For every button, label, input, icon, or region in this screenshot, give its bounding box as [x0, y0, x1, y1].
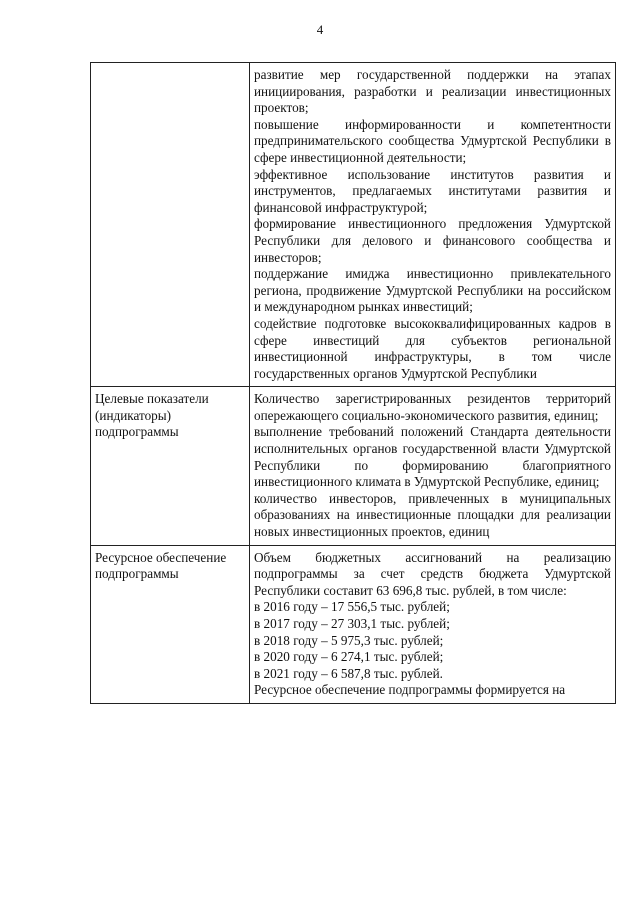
resource-item: в 2016 году – 17 556,5 тыс. рублей;	[254, 599, 450, 615]
task-item: развитие мер государственной поддержки на этапах инициирования, разработки и реализации инвестиционных проектов;	[254, 67, 611, 116]
row-label	[91, 63, 250, 387]
resource-item: в 2021 году – 6 587,8 тыс. рублей.	[254, 665, 443, 681]
resource-item: Объем бюджетных ассигнований на реализацию подпрограммы за счет средств бюджета Удмуртской Республики составит 63 696,8 тыс. рублей, в том числе:	[254, 549, 611, 598]
page-number: 4	[316, 22, 324, 37]
subprogram-passport-table	[90, 62, 616, 704]
row-content	[250, 387, 616, 545]
row-content	[250, 63, 616, 387]
row-content	[250, 545, 616, 703]
task-item: содействие подготовке высококвалифицированных кадров в сфере инвестиций для субъектов региональной инвестиционной инфраструктуры, в том числе государственных органов Удмуртской Республики	[254, 315, 611, 381]
resource-item: Ресурсное обеспечение подпрограммы формируется на	[254, 682, 566, 698]
task-item: поддержание имиджа инвестиционно привлекательного региона, продвижение Удмуртской Республики на российском и международном рынках инвестиций;	[254, 266, 611, 315]
resource-item: в 2017 году – 27 303,1 тыс. рублей;	[254, 616, 450, 631]
task-item: формирование инвестиционного предложения Удмуртской Республики для делового и финансового сообщества и инвесторов;	[254, 216, 611, 265]
table-row-tasks	[91, 63, 616, 387]
resource-item: в 2018 году – 5 975,3 тыс. рублей;	[254, 632, 444, 648]
indicator-item: выполнение требований положений Стандарта деятельности исполнительных органов государственной власти Удмуртской Республики по формированию благоприятного инвестиционного климата в Удмуртской Республике, единиц;	[254, 424, 611, 490]
resource-item: в 2020 году – 6 274,1 тыс. рублей;	[254, 649, 444, 665]
task-item: эффективное использование институтов развития и инструментов, предлагаемых институтами развития и финансовой инфраструктурой;	[254, 166, 611, 215]
table-row-indicators	[91, 387, 616, 545]
row-label: Ресурсное обеспечение подпрограммы	[91, 545, 250, 703]
row-label: Целевые показатели (индикаторы) подпрограммы	[91, 387, 250, 545]
task-item: повышение информированности и компетентности предпринимательского сообщества Удмуртской Республики в сфере инвестиционной деятельности;	[254, 116, 611, 165]
table-row-resources	[91, 545, 616, 703]
indicator-item: количество инвесторов, привлеченных в муниципальных образованиях на инвестиционные площадки для реализации новых инвестиционных проектов, единиц	[254, 490, 611, 540]
indicator-item: Количество зарегистрированных резидентов территорий опережающего социально-экономического развития, единиц;	[254, 391, 611, 423]
